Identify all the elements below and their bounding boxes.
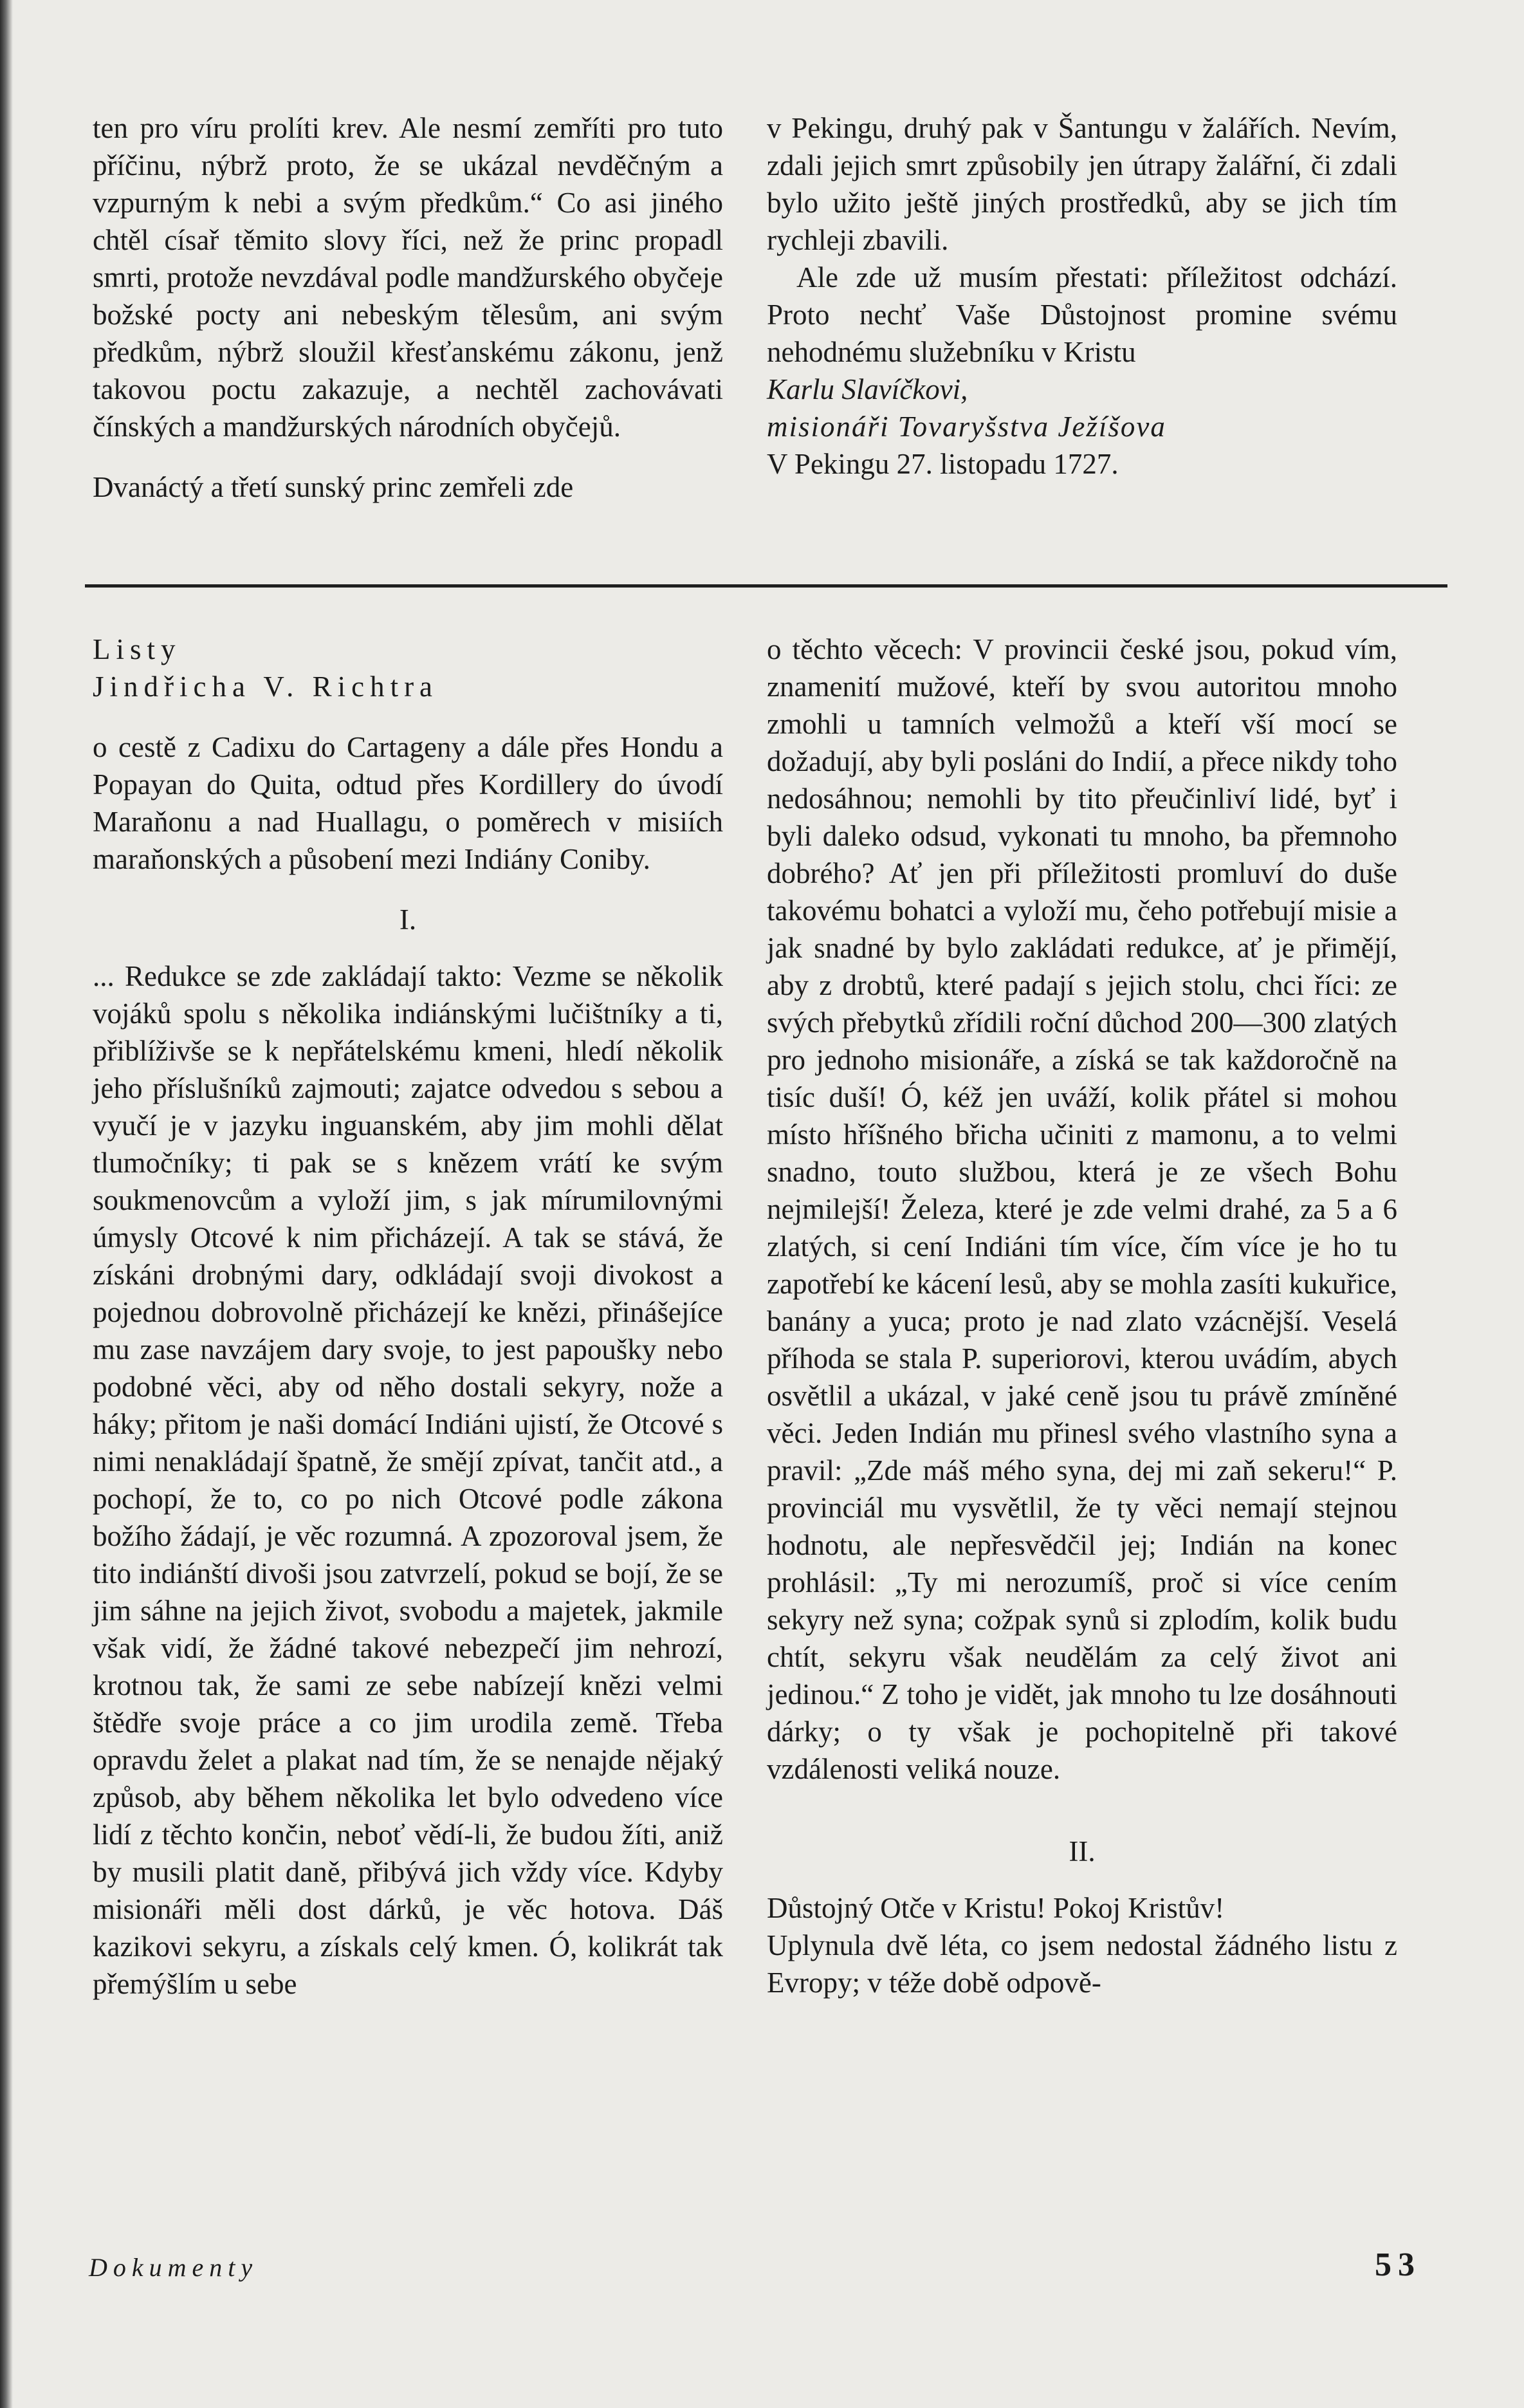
top-right-column [767,109,1397,483]
letter-text-paragraph: ten pro víru prolíti krev. Ale nesmí zemříti pro tuto příčinu, nýbrž proto, že se ukázal nevděčným a vzpurným k nebi a svým předkům.“ Co asi jiného chtěl císař těmito slovy říci, než že princ propadl smrti, protože nevzdával podle mandžurského obyčeje božské pocty ani nebeským tělesům, ani svým předkům, nýbrž sloužil křesťanskému zákonu, jenž takovou poctu zakazuje, a nechtěl zachovávati čínských a mandžurských národních obyčejů. [93,112,723,443]
article-title-line: Jindřicha V. Richtra [93,671,439,703]
letter-text-paragraph: v Pekingu, druhý pak v Šantungu v žalářích. Nevím, zdali jejich smrt způsobily jen útrapy žalářní, či zdali bylo užito ještě jiných prostředků, aby se jich tím rychleji zbavili. [767,112,1397,256]
letter-text-paragraph: Ale zde už musím přestati: příležitost odchází. Proto nechť Vaše Důstojnost promine svému nehodnému služebníku v Kristu [767,261,1397,368]
article-title [93,631,723,705]
bottom-right-column [767,631,1397,2001]
top-left-column [93,109,723,506]
dateline: V Pekingu 27. listopadu 1727. [767,448,1119,480]
section-heading: II. [1069,1835,1096,1867]
section-heading: I. [399,903,417,936]
article-title-line: Listy [93,633,181,665]
section-divider [85,584,1447,588]
footer-section-label: Dokumenty [89,2253,259,2282]
bottom-left-column [93,631,723,2003]
page-number: 53 [1375,2246,1421,2283]
body-paragraph: o těchto věcech: V provincii české jsou, pokud vím, znamenití mužové, kteří by svou autoritou mnoho zmohli u tamních velmožů a kteří vší mocí se dožadují, aby byli posláni do Indií, a přece nikdy toho nedosáhnou; nemohli by tito přeučinliví lidé, byť i byli daleko odsud, vykonati tu mnoho, ba přemnoho dobrého? Ať jen při příležitosti promluví do duše takovému bohatci a vyloží mu, čeho potřebují misie a jak snadné by bylo zakládati redukce, ať je přimějí, aby z drobtů, které padají s jejich stolu, chci říci: ze svých přebytků zřídili roční důchod 200—300 zlatých pro jednoho misionáře, a získá se tak každoročně na tisíc duší! Ó, kéž jen uváží, kolik přátel si mohou místo hříšného břicha učiniti z mamonu, a to velmi snadno, touto službou, která je ze všech Bohu nejmilejší! Železa, které je zde velmi drahé, za 5 a 6 zlatých, si cení Indiáni tím více, čím více je ho tu zapotřebí ke kácení lesů, aby se mohla zasíti kukuřice, banány a yuca; proto je nad zlato vzácnější. Veselá příhoda se stala P. superiorovi, kterou uvádím, abych osvětlil a ukázal, v jaké ceně jsou tu právě zmíněné věci. Jeden Indián mu přinesl svého vlastního syna a pravil: „Zde máš mého syna, dej mi zaň sekeru!“ P. provinciál mu vysvětlil, že ty věci nemají stejnou hodnotu, ale nepřesvědčil jej; Indián na konec prohlásil: „Ty mi nerozumíš, proč si více cením sekyry než syna; cožpak synů si zplodím, kolik budu chtít, sekyru však neudělám za celý život ani jedinou.“ Z toho je vidět, jak mnoho tu lze dosáhnouti dárky; o ty však je pochopitelně při takové vzdálenosti veliká nouze. [767,633,1397,1785]
signature-name: Karlu Slavíčkovi, [767,373,968,405]
page-spine-shadow [0,0,13,2408]
body-paragraph: ... Redukce se zde zakládají takto: Vezme se několik vojáků spolu s několika indiánskými lučištníky a ti, přiblíživše se k nepřátelskému kmeni, hledí několik jeho příslušníků zajmouti; zajatce odvedou s sebou a vyučí je v jazyku inguanském, aby jim mohli dělat tlumočníky; ti pak se s knězem vrátí ke svým soukmenovcům a vyloží jim, s jak mírumilovnými úmysly Otcové k nim přicházejí. A tak se stává, že získáni drobnými dary, odkládají svoji divokost a pojednou dobrovolně přicházejí ke knězi, přinášejíce mu zase navzájem dary svoje, to jest papoušky nebo podobné věci, aby od něho dostali sekyry, nože a háky; přitom je naši domácí Indiáni ujistí, že Otcové s nimi nenakládají špatně, že smějí zpívat, tančit atd., a pochopí, že to, co po nich Otcové podle zákona božího žádají, je věc rozumná. A zpozoroval jsem, že tito indiánští divoši jsou zatvrzelí, pokud se bojí, že se jim sáhne na jejich život, svobodu a majetek, jakmile však vidí, že žádné takové nebezpečí jim nehrozí, krotnou tak, že sami ze sebe nabízejí knězi velmi štědře svoje práce a co jim urodila země. Třeba opravdu želet a plakat nad tím, že se nenajde nějaký způsob, aby během několika let bylo odvedeno více lidí z těchto končin, neboť vědí-li, že budou žíti, aniž by musili platit daně, přibývá jich vždy více. Kdyby misionáři měli dost dárků, je věc hotova. Dáš kazikovi sekyru, a získals celý kmen. Ó, kolikrát tak přemýšlím u sebe [93,960,723,2000]
signature-title: misionáři Tovaryšstva Ježíšova [767,411,1166,443]
body-paragraph: Uplynula dvě léta, co jsem nedostal žádného listu z Evropy; v téže době odpově- [767,1929,1397,1999]
article-subtitle: o cestě z Cadixu do Cartageny a dále přes Hondu a Popayan do Quita, odtud přes Kordillery do úvodí Maraňonu a nad Huallagu, o poměrech v misiích maraňonských a působení mezi Indiány Coniby. [93,731,723,875]
letter-salutation: Důstojný Otče v Kristu! Pokoj Kristův! [767,1892,1225,1924]
letter-text-paragraph: Dvanáctý a třetí sunský princ zemřeli zde [93,471,574,503]
